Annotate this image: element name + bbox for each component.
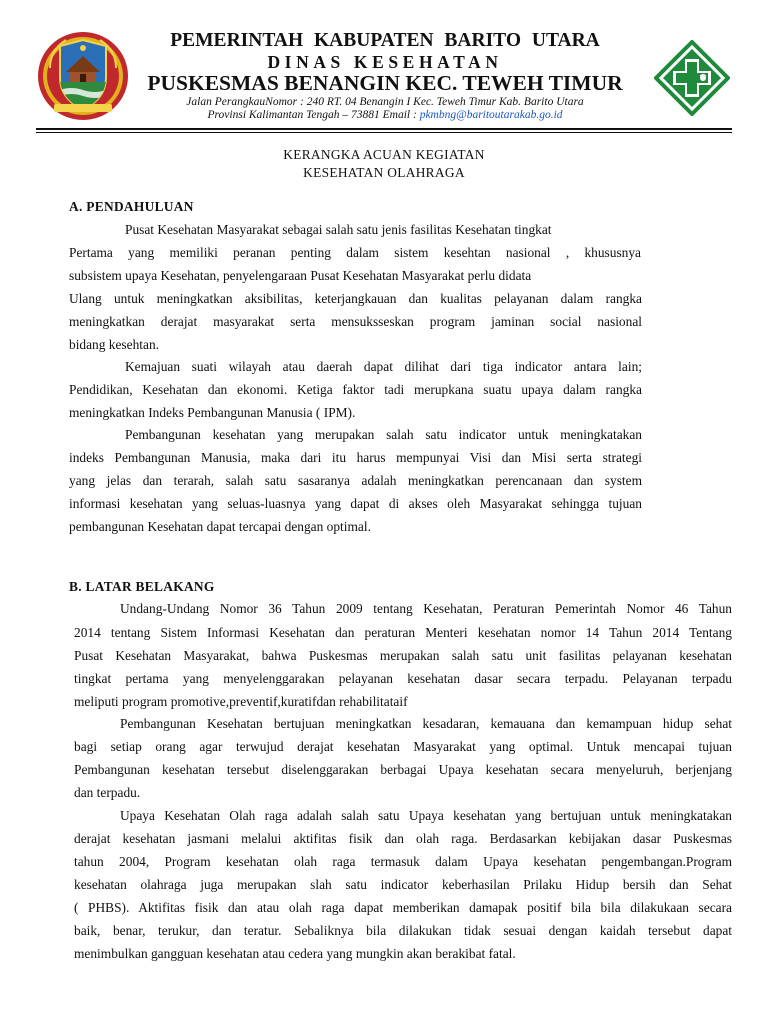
puskesmas-logo-icon <box>654 40 730 116</box>
paragraph-line: yang jelas dan terarah, salah satu sasaranya adalah meningkatkan perencanaan dan system <box>69 473 642 488</box>
paragraph-line: meningkatkan Indeks Pembangunan Manusia ( IPM). <box>69 405 356 420</box>
paragraph-line: Pusat Kesehatan Masyarakat sebagai salah satu jenis fasilitas Kesehatan tingkat <box>125 222 552 237</box>
paragraph-line: informasi kesehatan yang seluas-luasnya yang dapat di akses oleh Masyarakat sehingga tujuan <box>69 496 642 511</box>
letterhead-contact: Provinsi Kalimantan Tengah – 73881 Email : pkmbng@baritoutarakab.go.id <box>207 109 563 121</box>
paragraph-line: Pusat Kesehatan Masyarakat, bahwa Puskesmas merupakan salah satu unit fasilitas pelayanan kesehatan <box>74 648 732 663</box>
paragraph-line: tahun 2004, Program kesehatan olah raga termasuk dalam Upaya kesehatan pengembangan.Program <box>74 854 732 869</box>
paragraph-line: pembangunan Kesehatan dapat tercapai dengan optimal. <box>69 519 371 534</box>
letterhead-government: PEMERINTAH KABUPATEN BARITO UTARA <box>170 30 600 51</box>
letterhead-divider-thin <box>36 132 732 133</box>
paragraph-line: Pendidikan, Kesehatan dan ekonomi. Ketiga faktor tadi merupkana suatu upaya dalam rangka <box>69 382 642 397</box>
document-title: KERANGKA ACUAN KEGIATAN <box>283 147 485 162</box>
paragraph-line: Pembangunan kesehatan yang merupakan salah satu indicator untuk meningkatakan <box>125 427 642 442</box>
section-a-heading: A. PENDAHULUAN <box>69 199 194 214</box>
paragraph-line: Upaya Kesehatan Olah raga adalah salah satu Upaya kesehatan yang bertujuan untuk meningkatakan <box>120 808 732 823</box>
paragraph-line: Ulang untuk meningkatkan aksibilitas, keterjangkauan dan kualitas pelayanan dalam rangka <box>69 291 642 306</box>
paragraph-line: dan terpadu. <box>74 785 141 800</box>
section-b-heading: B. LATAR BELAKANG <box>69 579 215 594</box>
paragraph-line: meningkatkan derajat masyarakat serta mensuksseskan program jaminan social nasional <box>69 314 642 329</box>
paragraph-line: tingkat pertama yang menyelenggarakan pelayanan kesehatan dasar secara terpadu. Pelayanan terpadu <box>74 671 732 686</box>
kabupaten-emblem-icon <box>36 30 130 122</box>
paragraph-line: Pembangunan kesehatan tersebut diselenggarakan berbagai Upaya kesehatan secara menyeluruh, berjenjang <box>74 762 732 777</box>
letterhead-address: Jalan PerangkauNomor : 240 RT. 04 Benangin I Kec. Teweh Timur Kab. Barito Utara <box>186 96 584 108</box>
paragraph-line: ( PHBS). Aktifitas fisik dan atau olah raga dapat memberikan damapak positif bila bila dilakukaan secara <box>74 900 732 915</box>
paragraph-line: bagi setiap orang agar terwujud derajat kesehatan Masyarakat yang optimal. Untuk mencapai tujuan <box>74 739 732 754</box>
paragraph-line: Undang-Undang Nomor 36 Tahun 2009 tentang Kesehatan, Peraturan Pemerintah Nomor 46 Tahun <box>120 601 732 616</box>
paragraph-line: baik, benar, terukur, dan teratur. Sebaliknya bila dilakukan tidak sesuai dengan kaidah tersebut dapat <box>74 923 732 938</box>
email-link[interactable]: pkmbng@baritoutarakab.go.id <box>419 109 563 121</box>
letterhead-department: DINAS KESEHATAN <box>267 52 503 72</box>
paragraph-line: Pertama yang memiliki peranan penting dalam sistem kesehtan nasional , khususnya <box>69 245 641 260</box>
paragraph-line: subsistem upaya Kesehatan, penyelengaraan Pusat Kesehatan Masyarakat perlu didata <box>69 268 532 283</box>
paragraph-line: Pembangunan Kesehatan bertujuan meningkatkan kesadaran, kemauana dan kemampuan hidup sehat <box>120 716 732 731</box>
paragraph-line: menimbulkan gangguan kesehatan atau cedera yang mungkin akan berakibat fatal. <box>74 946 516 961</box>
paragraph-line: 2014 tentang Sistem Informasi Kesehatan dan peraturan Menteri kesehatan nomor 14 Tahun 2014 Tentang <box>74 625 732 640</box>
paragraph-line: indeks Pembangunan Manusia, maka dari itu harus mempunyai Visi dan Misi serta strategi <box>69 450 642 465</box>
document-subtitle: KESEHATAN OLAHRAGA <box>303 165 465 180</box>
letterhead-institution: PUSKESMAS BENANGIN KEC. TEWEH TIMUR <box>147 71 623 95</box>
paragraph-line: Kemajuan suati wilayah atau daerah dapat dilihat dari tiga indicator antara lain; <box>125 359 642 374</box>
letterhead-divider <box>36 128 732 130</box>
paragraph-line: meliputi program promotive,preventif,kuratifdan rehabilitataif <box>74 694 408 709</box>
paragraph-line: derajat kesehatan jasmani melalui aktifitas fisik dan olah raga. Berdasarkan kebijakan dasar Puskesmas <box>74 831 732 846</box>
paragraph-line: bidang kesehtan. <box>69 337 159 352</box>
paragraph-line: kesehatan olahraga juga merupakan slah satu indicator keberhasilan Prilaku Hidup bersih dan Sehat <box>74 877 732 892</box>
